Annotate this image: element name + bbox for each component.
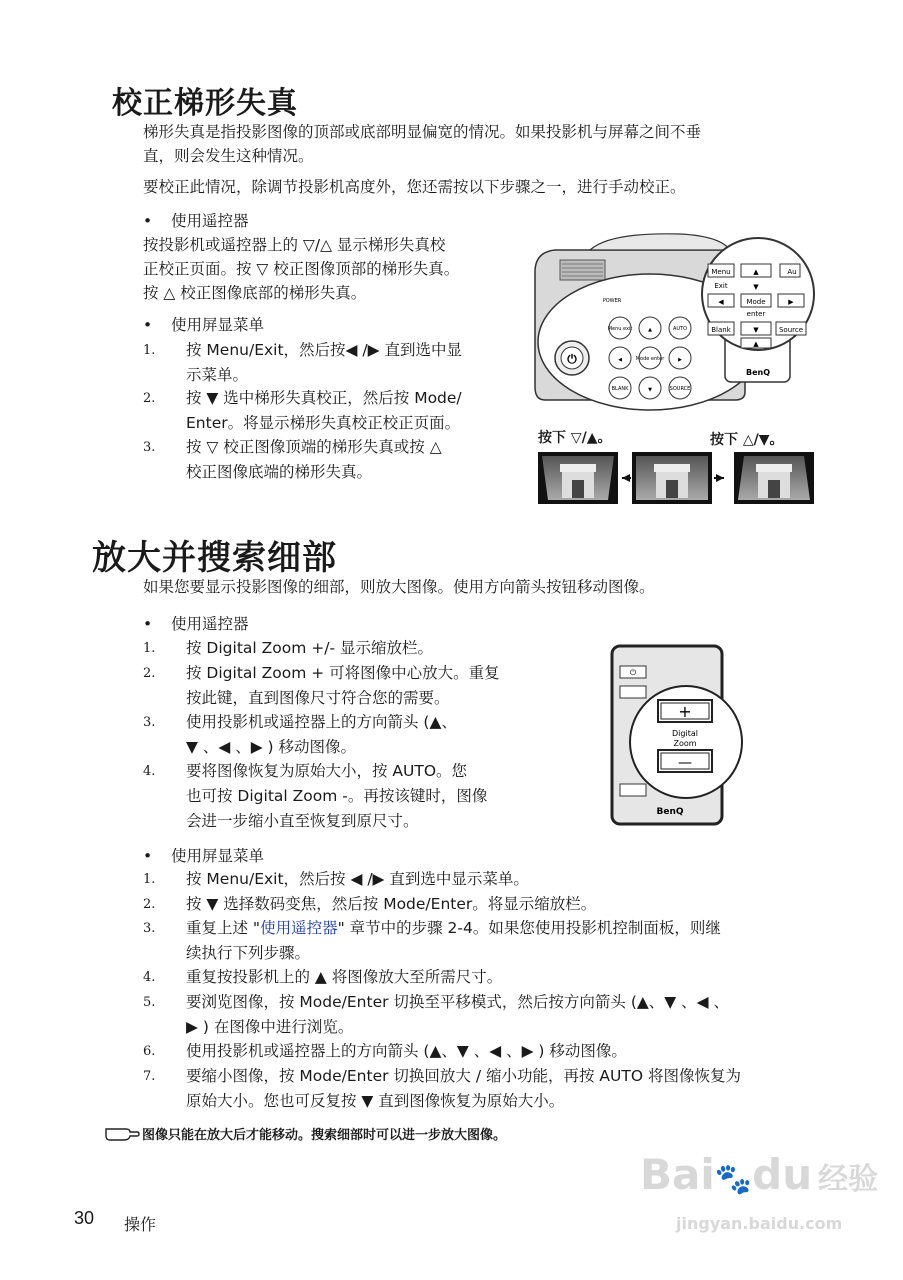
keystone-images	[538, 452, 818, 506]
list-item: 3. 重复上述 "使用遥控器" 章节中的步骤 2-4。如果您使用投影机控制面板，则继 续执行下列步骤。	[143, 919, 721, 962]
svg-text:enter: enter	[746, 310, 766, 318]
note-hand-icon	[104, 1123, 140, 1143]
svg-text:◀: ◀	[618, 357, 622, 363]
list-item: 7. 要缩小图像，按 Mode/Enter 切换回放大 / 缩小功能，再按 AUTO 将图像恢复为 原始大小。您也可反复按 ▼ 直到图像恢复为原始大小。	[143, 1067, 741, 1110]
svg-text:Blank: Blank	[711, 326, 731, 334]
svg-text:⏻: ⏻	[567, 352, 577, 366]
keystone-remote-text: 按投影机或遥控器上的 ▽/△ 显示梯形失真校 正校正页面。按 ▽ 校正图像顶部的梯形失真。 按 △ 校正图像底部的梯形失真。	[143, 236, 460, 302]
projector-control-figure	[530, 232, 820, 442]
svg-text:BenQ: BenQ	[745, 368, 771, 377]
watermark-url: jingyan.baidu.com	[676, 1214, 843, 1233]
list-item: 1. 按 Menu/Exit，然后按◀ /▶ 直到选中显 示菜单。	[143, 341, 462, 384]
watermark-logo: Bai🐾du 经验	[640, 1150, 879, 1199]
bullet-osd-2: • 使用屏显菜单	[143, 847, 265, 865]
svg-text:Exit: Exit	[714, 282, 728, 290]
svg-text:⏻: ⏻	[629, 668, 637, 677]
caption-right: 按下 △/▼。	[710, 432, 784, 448]
section-title-zoom: 放大并搜索细部	[92, 538, 337, 578]
caption-left: 按下 ▽/▲。	[538, 430, 612, 446]
svg-text:Menu exit: Menu exit	[607, 326, 633, 332]
list-item: 3. 按 ▽ 校正图像顶端的梯形失真或按 △ 校正图像底端的梯形失真。	[143, 438, 442, 481]
note-text: 图像只能在放大后才能移动。搜索细部时可以进一步放大图像。	[142, 1128, 507, 1143]
svg-text:▼: ▼	[753, 283, 759, 291]
bullet-remote-2: • 使用遥控器	[143, 615, 249, 633]
list-item: 4. 要将图像恢复为原始大小，按 AUTO。您 也可按 Digital Zoom -。再按该键时，图像 会进一步缩小直至恢复到原尺寸。	[143, 762, 488, 830]
svg-text:▲: ▲	[648, 327, 652, 333]
list-item: 3. 使用投影机或遥控器上的方向箭头 (▲、 ▼ 、◀ 、▶ ) 移动图像。	[143, 713, 457, 756]
svg-text:▲: ▲	[753, 268, 759, 276]
list-item: 1. 按 Menu/Exit，然后按 ◀ /▶ 直到选中显示菜单。	[143, 870, 529, 888]
bullet-remote-1: • 使用遥控器	[143, 212, 249, 230]
bullet-osd-1: • 使用屏显菜单	[143, 316, 265, 334]
list-item: 6. 使用投影机或遥控器上的方向箭头 (▲、▼ 、◀ 、▶ ) 移动图像。	[143, 1042, 627, 1060]
remote-zoom-figure	[610, 644, 750, 828]
svg-text:Zoom: Zoom	[673, 739, 697, 748]
svg-text:▶: ▶	[678, 357, 682, 363]
list-item: 2. 按 Digital Zoom + 可将图像中心放大。重复 按此键，直到图像尺寸符合您的需要。	[143, 664, 500, 707]
svg-text:Digital: Digital	[672, 729, 698, 738]
svg-text:Menu: Menu	[711, 268, 731, 276]
svg-text:▶: ▶	[788, 298, 794, 306]
svg-text:—: —	[678, 755, 692, 771]
svg-text:▼: ▼	[648, 387, 652, 393]
list-item: 5. 要浏览图像，按 Mode/Enter 切换至平移模式，然后按方向箭头 (▲、▼ 、◀ 、 ▶ ) 在图像中进行浏览。	[143, 993, 730, 1036]
list-item: 2. 按 ▼ 选择数码变焦，然后按 Mode/Enter。将显示缩放栏。	[143, 895, 597, 913]
zoom-intro: 如果您要显示投影图像的细部，则放大图像。使用方向箭头按钮移动图像。	[143, 578, 655, 596]
svg-text:POWER: POWER	[602, 298, 622, 304]
svg-text:◀: ◀	[718, 298, 724, 306]
svg-text:Mode: Mode	[746, 298, 766, 306]
svg-text:Mode enter: Mode enter	[635, 356, 665, 362]
footer-section: 操作	[124, 1215, 157, 1234]
svg-text:▲: ▲	[753, 340, 759, 348]
svg-text:Source: Source	[778, 326, 804, 334]
svg-text:BenQ: BenQ	[656, 807, 684, 817]
svg-text:+: +	[678, 702, 692, 721]
svg-text:AUTO: AUTO	[672, 326, 688, 332]
list-item: 4. 重复按投影机上的 ▲ 将图像放大至所需尺寸。	[143, 968, 503, 986]
svg-text:▼: ▼	[753, 326, 759, 334]
list-item: 2. 按 ▼ 选中梯形失真校正，然后按 Mode/ Enter。将显示梯形失真校正校正页面。	[143, 389, 462, 432]
svg-text:SOURCE: SOURCE	[669, 386, 691, 392]
svg-text:Au: Au	[787, 268, 797, 276]
list-item: 1. 按 Digital Zoom +/- 显示缩放栏。	[143, 639, 433, 657]
link-use-remote[interactable]: 使用遥控器	[260, 919, 338, 937]
section-title-keystone: 校正梯形失真	[112, 86, 298, 121]
page-number: 30	[74, 1208, 95, 1228]
svg-text:BLANK: BLANK	[611, 386, 629, 392]
keystone-para2: 要校正此情况，除调节投影机高度外，您还需按以下步骤之一，进行手动校正。	[143, 178, 686, 196]
keystone-intro: 梯形失真是指投影图像的顶部或底部明显偏宽的情况。如果投影机与屏幕之间不垂 直，则会发生这种情况。	[143, 123, 702, 165]
